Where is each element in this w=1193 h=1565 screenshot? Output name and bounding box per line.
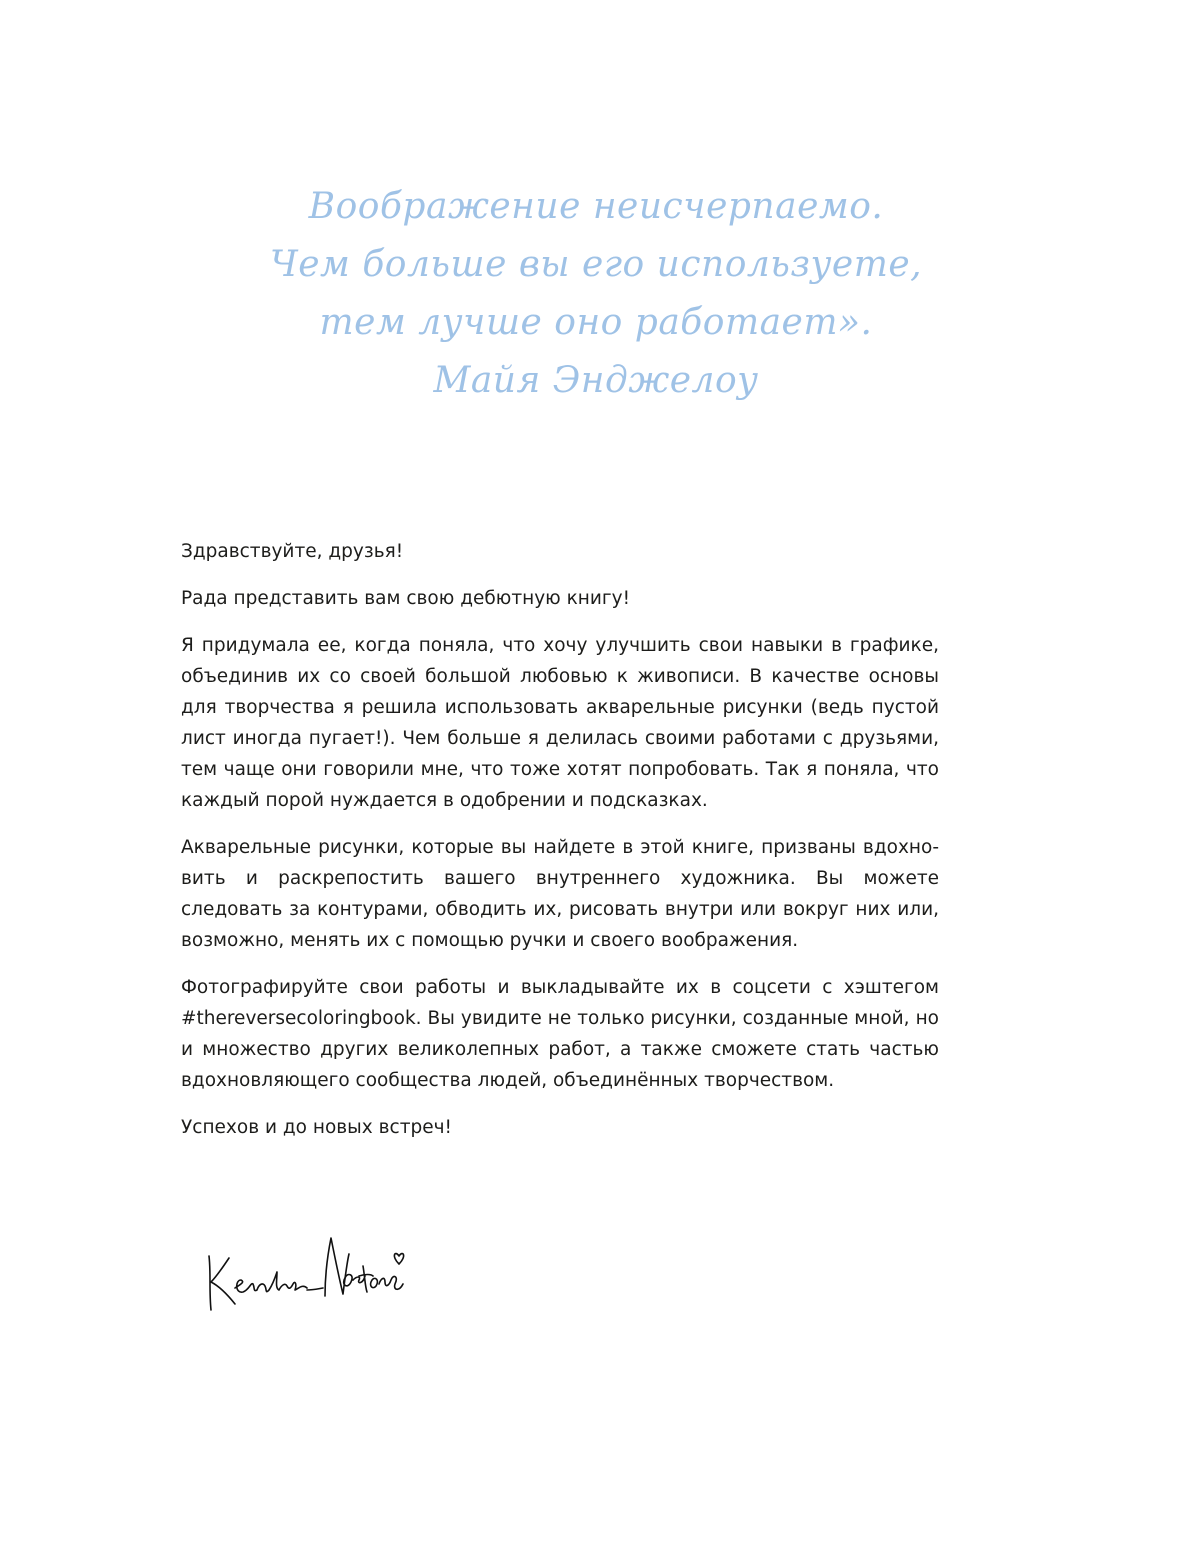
paragraph-1: Я придумала ее, когда поняла, что хочу улучшить свои навыки в графике, объединив их со своей большой любовью к живописи. В качестве основы для творчества я решила использовать акварельные рисунки (ведь пустой лист иногда пугает!). Чем больше я делилась своими работами с друзьями, тем чаще они говорили мне, что тоже хотят попробовать. Так я поняла, что каждый порой нуждается в одобрении и подсказках. — [181, 635, 939, 811]
handwritten-signature — [195, 1218, 415, 1318]
greeting: Здравствуйте, друзья! — [181, 541, 404, 562]
paragraph-3: Фотографируйте свои работы и выкладывайте их в соцсети с хэштегом #thereversecoloringbook. Вы увидите не только рисунки, созданные мной, но и множество других великолепных работ, а также сможете стать частью вдохновляющего сообщества людей, объединённых творчеством. — [181, 977, 939, 1091]
closing-line: Успехов и до новых встреч! — [181, 1117, 452, 1138]
epigraph-line-1: Воображение неисчерпаемо. — [308, 186, 884, 227]
epigraph-author: Майя Энджелоу — [433, 360, 759, 401]
paragraph-2: Акварельные рисунки, которые вы найдете в этой книге, призваны вдохновить и раскрепостить вашего внутреннего художника. Вы можете следовать за контурами, обводить их, рисовать внутри или вокруг них или, возможно, менять их с помощью ручки и своего воображения. — [181, 837, 939, 951]
letter-body — [181, 536, 939, 1159]
intro-line: Рада представить вам свою дебютную книгу! — [181, 588, 631, 609]
epigraph-quote — [196, 178, 996, 410]
epigraph-line-3: тем лучше оно работает». — [319, 302, 873, 343]
epigraph-line-2: Чем больше вы его используете, — [269, 244, 923, 285]
